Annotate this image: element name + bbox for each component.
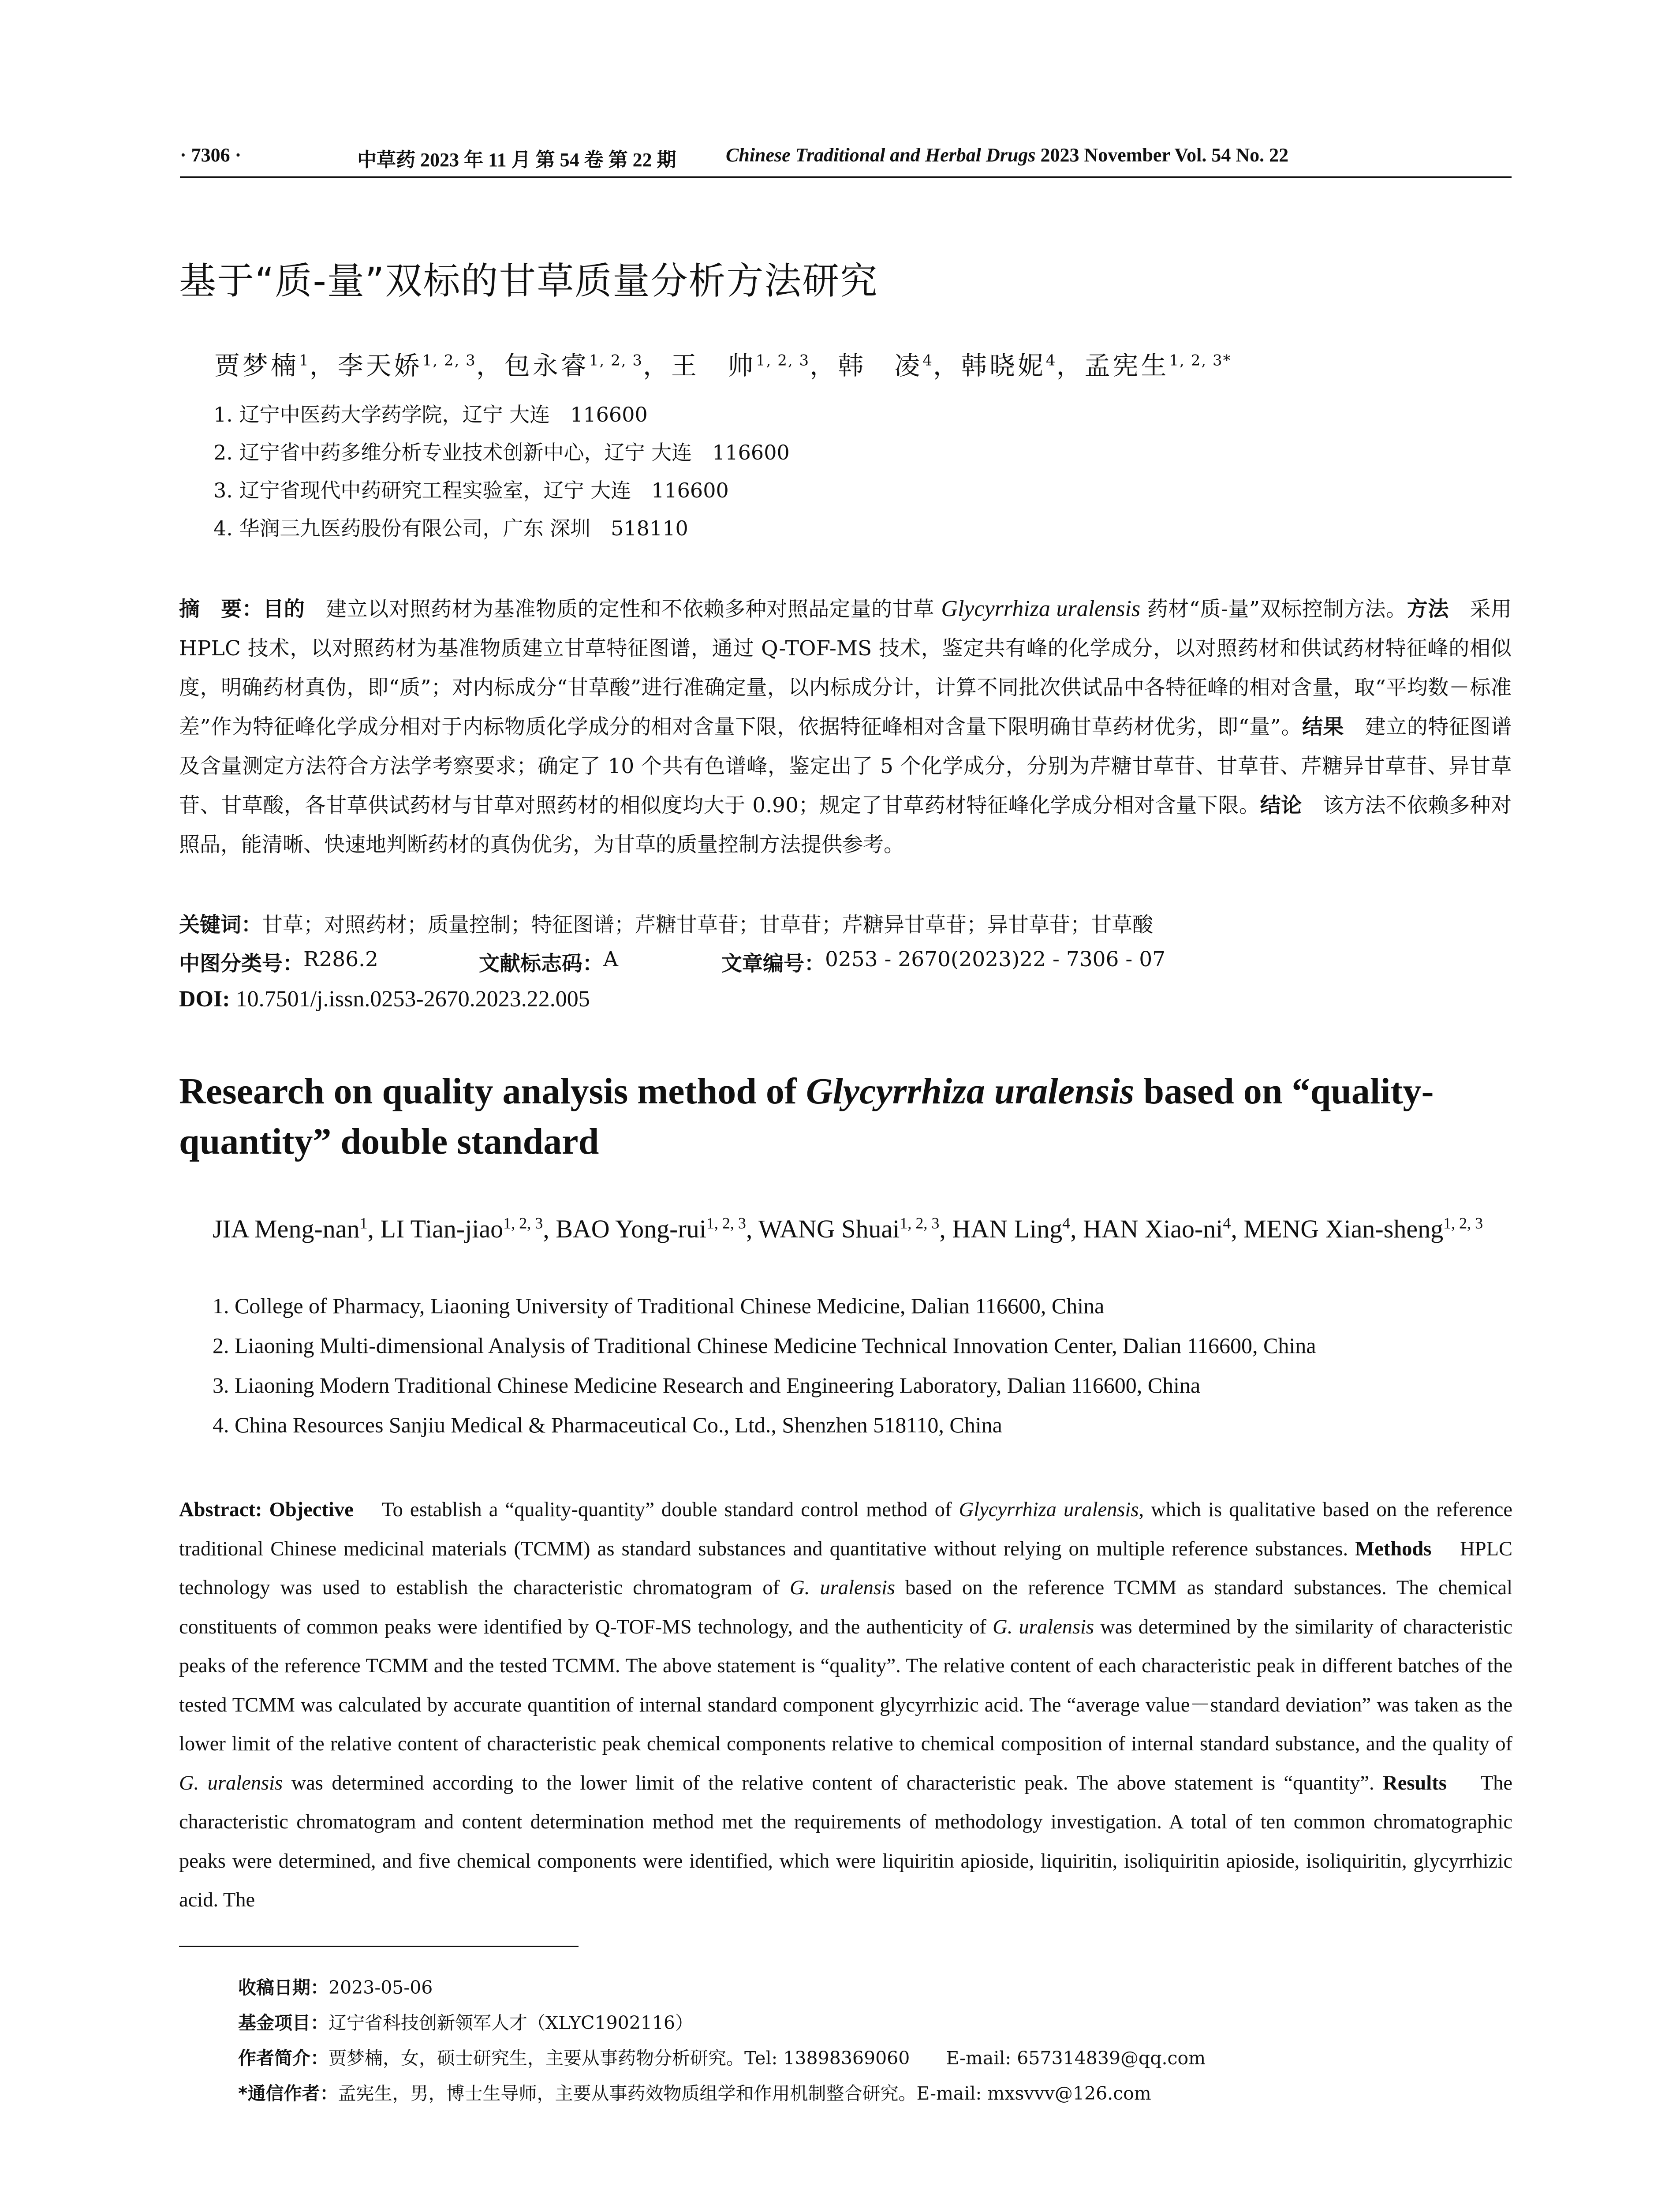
author-en: HAN Xiao-$ni^4$ [1083,1215,1231,1244]
footnote-corresponding-author: *通信作者：孟宪生，男，博士生导师，主要从事药效物质组学和作用机制整合研究。E-mail: mxsvvv@126.com [238,2083,1151,2104]
conclusion-label-cn: 结论 [1260,793,1302,818]
methods-label-en: Methods [1355,1537,1432,1560]
author-cn: 李天娇$^{1, 2, 3}$ [337,351,476,381]
footnote-received: 收稿日期：2023-05-06 [238,1977,433,1998]
article-title-cn: 基于“质-量”双标的甘草质量分析方法研究 [179,259,878,303]
journal-name-cn: 中草药 2023 年 11 月 第 54 卷 第 22 期 [357,149,676,171]
author-cn: 韩 凌$^4$ [838,351,933,381]
article-number: 文章编号： 0253 - 2670(2023)22 - 7306 - 07 [721,947,1166,976]
author-cn: 贾梦楠$^1$ [214,351,310,381]
abstract-label-cn: 摘 要： [179,597,263,621]
author-cn: 包永睿$^{1, 2, 3}$ [504,351,643,381]
affiliation-en: 4. China Resources Sanjiu Medical & Pharmaceutical Co., Ltd., Shenzhen 518110, China [213,1413,1002,1437]
doi: DOI: 10.7501/j.issn.0253-2670.2023.22.005 [179,987,590,1012]
header-rule [180,176,1512,178]
affiliation-cn: 2. 辽宁省中药多维分析专业技术创新中心，辽宁 大连 116600 [213,441,790,464]
methods-label-cn: 方法 [1407,597,1449,621]
author-en: MENG Xian-sheng$^{1, 2, 3}$ [1243,1215,1483,1244]
objective-label-cn: 目的 [263,597,305,621]
footnote-author-bio: 作者简介：贾梦楠，女，硕士研究生，主要从事药物分析研究。Tel: 13898369060 E-mail: 657314839@qq.com [238,2048,1206,2069]
article-title-en: Research on quality analysis method of Glycyrrhiza uralensis based on “quality-quantity” double standard [179,1071,1434,1162]
footnote-rule [179,1946,579,1947]
author-list-en: JIA Meng-nan$^1$, LI Tian-jiao$^{1, 2, 3}$, BAO Yong-rui$^{1, 2, 3}$, WANG Shuai$^{1, 2, 3}$, HAN Ling$^4$, HAN Xiao-$ni^4$, MENG Xian-sheng$^{1, 2, 3}$ [213,1215,1483,1244]
journal-issue-en: 2023 November Vol. 54 No. 22 [1040,144,1289,166]
results-label-cn: 结果 [1302,715,1344,739]
affiliation-cn: 1. 辽宁中医药大学药学院，辽宁 大连 116600 [213,403,648,426]
keywords-label-cn: 关键词： [179,913,262,937]
author-en: JIA Meng-nan$^1$ [213,1215,368,1244]
document-code: 文献标志码： A [479,947,618,976]
author-en: HAN Ling$^4$ [952,1215,1071,1244]
affiliation-en: 2. Liaoning Multi-dimensional Analysis of Traditional Chinese Medicine Technical Innovation Center, Dalian 116600, China [213,1333,1316,1358]
journal-name-en: Chinese Traditional and Herbal Drugs 2023 November Vol. 54 No. 22 [726,144,1289,166]
page-number: · 7306 · [180,144,242,166]
affiliation-cn: 4. 华润三九医药股份有限公司，广东 深圳 518110 [213,516,688,540]
author-cn: 孟宪生$^{1, 2, 3*}$ [1084,351,1232,381]
affiliation-en: 3. Liaoning Modern Traditional Chinese Medicine Research and Engineering Laboratory, Dalian 116600, China [213,1373,1201,1398]
results-label-en: Results [1383,1771,1447,1794]
footnote-funding: 基金项目：辽宁省科技创新领军人才（XLYC1902116） [238,2012,694,2033]
author-en: LI Tian-jiao$^{1, 2, 3}$ [380,1215,543,1244]
author-cn: 韩晓妮$^4$ [961,351,1057,381]
keywords-cn: 关键词：甘草；对照药材；质量控制；特征图谱；芹糖甘草苷；甘草苷；芹糖异甘草苷；异甘草苷；甘草酸 [179,913,1153,937]
objective-label-en: Objective [269,1499,354,1521]
author-en: BAO Yong-rui$^{1, 2, 3}$ [556,1215,746,1244]
author-list-cn: 贾梦楠$^1$，李天娇$^{1, 2, 3}$，包永睿$^{1, 2, 3}$，王 帅$^{1, 2, 3}$，韩 凌$^4$，韩晓妮$^4$，孟宪生$^{1, 2, 3*}$ [214,351,1232,381]
abstract-cn: 摘 要：目的 建立以对照药材为基准物质的定性和不依赖多种对照品定量的甘草 Glycyrrhiza uralensis 药材“质-量”双标控制方法。方法 采用 HPLC 技术，以对照药材为基准物质建立甘草特征图谱，通过 Q-TOF-MS 技术，鉴定共有峰的化学成分，以对照药材和供试药材特征峰的相似度，明确药材真伪，即“质”；对内标成分“甘草酸”进行准确定量，以内标成分计，计算不同批次供试品中各特征峰的相对含量，取“平均数－标准差”作为特征峰化学成分相对于内标物质化学成分的相对含量下限，依据特征峰相对含量下限明确甘草药材优劣，即“量”。结果 建立的特征图谱及含量测定方法符合方法学考察要求；确定了 10 个共有色谱峰，鉴定出了 5 个化学成分，分别为芹糖甘草苷、甘草苷、芹糖异甘草苷、异甘草苷、甘草酸，各甘草供试药材与甘草对照药材的相似度均大于 0.90；规定了甘草药材特征峰化学成分相对含量下限。结论 该方法不依赖多种对照品，能清晰、快速地判断药材的真伪优劣，为甘草的质量控制方法提供参考。 [179,596,1512,857]
author-en: WANG Shuai$^{1, 2, 3}$ [758,1215,940,1244]
affiliation-cn: 3. 辽宁省现代中药研究工程实验室，辽宁 大连 116600 [213,478,729,502]
affiliation-en: 1. College of Pharmacy, Liaoning University of Traditional Chinese Medicine, Dalian 116600, China [213,1293,1105,1318]
clc-number: 中图分类号： R286.2 [179,947,378,976]
running-header [180,144,1512,170]
abstract-en: Abstract: Objective To establish a “quality-quantity” double standard control method of Glycyrrhiza uralensis, which is qualitative based on the reference traditional Chinese medicinal materials (TCMM) as standard substances and quantitative without relying on multiple reference substances. Methods HPLC technology was used to establish the characteristic chromatogram of G. uralensis based on the reference TCMM as standard substances. The chemical constituents of common peaks were identified by Q-TOF-MS technology, and the authenticity of G. uralensis was determined by the similarity of characteristic peaks of the reference TCMM and the tested TCMM. The above statement is “quality”. The relative content of each characteristic peak in different batches of the tested TCMM was calculated by accurate quantition of internal standard component glycyrrhizic acid. The “average value－standard deviation” was taken as the lower limit of the relative content of characteristic peak chemical components relative to chemical composition of internal standard substance, and the quality of G. uralensis was determined according to the lower limit of the relative content of characteristic peak. The above statement is “quantity”. Results The characteristic chromatogram and content determination method met the requirements of methodology investigation. A total of ten common chromatographic peaks were determined, and five chemical components were identified, which were liquiritin apioside, liquiritin, isoliquiritin apioside, isoliquiritin, glycyrrhizic acid. The [179,1499,1513,1911]
abstract-label-en: Abstract: [179,1499,262,1521]
author-cn: 王 帅$^{1, 2, 3}$ [671,351,810,381]
